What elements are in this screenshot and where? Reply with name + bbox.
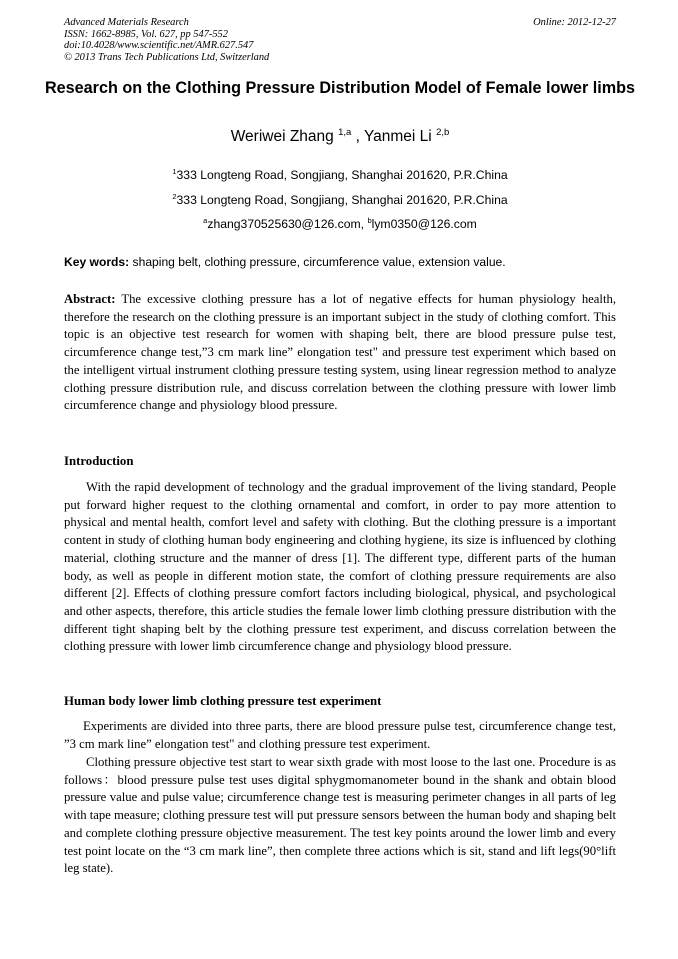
email-b: lym0350@126.com bbox=[371, 217, 477, 231]
author-2-name: Yanmei Li bbox=[363, 128, 432, 145]
issn-line: ISSN: 1662-8985, Vol. 627, pp 547-552 bbox=[64, 28, 228, 40]
affiliation-2 bbox=[40, 190, 640, 207]
email-a: zhang370525630@126.com, bbox=[207, 217, 368, 231]
email-line bbox=[40, 214, 640, 231]
journal-name: Advanced Materials Research bbox=[64, 17, 189, 28]
author-separator: , bbox=[351, 128, 364, 145]
affiliation-1-superscript: 1 bbox=[172, 167, 177, 176]
introduction-paragraph: With the rapid development of technology and the gradual improvement of the living standard, People put forward higher request to the clothing ornamental and comfort, in order to pay more attention to physical and mental health, comfort level and safety with clothing. But the clothing pressure is a important content in study of clothing human body engineering and clothing hygiene, its size is influenced by clothing material, clothing structure and the manner of dress [1]. The different type, different parts of the human body, as well as people in different motion state, the comfort of clothing pressure requirements are also different [2]. Effects of clothing pressure comfort factors including biological, physical, and psychological and other aspects, therefore, this article studies the female lower limb clothing pressure distribution with the different tight shaping belt by the clothing pressure test experiment, and discuss correlation between the clothing pressure with lower limb circumference change and physiology blood pressure. bbox=[64, 480, 616, 654]
experiment-paragraph-1: Experiments are divided into three parts, there are blood pressure pulse test, circumference change test, ”3 cm mark line” elongation test" and clothing pressure test experiment. bbox=[64, 719, 616, 751]
keywords-text: shaping belt, clothing pressure, circumference value, extension value. bbox=[129, 255, 506, 269]
affiliation-2-superscript: 2 bbox=[172, 192, 177, 201]
section-heading-introduction: Introduction bbox=[64, 454, 134, 468]
section-heading-experiment: Human body lower limb clothing pressure test experiment bbox=[64, 694, 382, 708]
online-date: Online: 2012-12-27 bbox=[533, 17, 616, 28]
author-line bbox=[40, 127, 640, 146]
author-1-name: Weriwei Zhang bbox=[230, 128, 334, 145]
journal-header bbox=[64, 17, 616, 63]
abstract-text: The excessive clothing pressure has a lot of negative effects for human physiology health, therefore the research on the clothing pressure is an important subject in the study of clothing comfort. This topic is an objective test research for women with shaping belt, there are blood pressure pulse test, circumference change test,”3 cm mark line” elongation test" and pressure test experiment which based on the intelligent virtual instrument clothing pressure testing system, using linear regression method to analyze clothing pressure distribution rule, and discuss correlation between the clothing pressure with lower limb circumference change and physiology blood pressure. bbox=[64, 292, 616, 413]
email-a-superscript: a bbox=[203, 216, 208, 225]
abstract bbox=[64, 291, 616, 415]
affiliation-1 bbox=[40, 165, 640, 182]
copyright-line: © 2013 Trans Tech Publications Ltd, Switzerland bbox=[64, 51, 270, 63]
author-2-superscript: 2,b bbox=[436, 127, 450, 138]
doi-line: doi:10.4028/www.scientific.net/AMR.627.547 bbox=[64, 40, 254, 52]
paper-title: Research on the Clothing Pressure Distribution Model of Female lower limbs bbox=[44, 79, 636, 97]
keywords bbox=[64, 255, 616, 269]
keywords-label: Key words: bbox=[64, 255, 130, 269]
affiliation-2-text: 333 Longteng Road, Songjiang, Shanghai 201620, P.R.China bbox=[176, 193, 508, 207]
experiment-paragraph-2: Clothing pressure objective test start to wear sixth grade with most loose to the last one. Procedure is as follows：blood pressure pulse test uses digital sphygmomanometer bound in the shank and obtain blood pressure value and pulse value; circumference change test is measuring perimeter changes in all parts of leg with tape measure; clothing pressure test will put pressure sensors between the human body and shaping belt and complete clothing pressure objective measurement. The test key points around the lower limb and every test point locate on the “3 cm mark line”, then complete three actions which is sit, stand and lift legs(90°lift leg state). bbox=[64, 755, 616, 876]
affiliation-1-text: 333 Longteng Road, Songjiang, Shanghai 201620, P.R.China bbox=[176, 168, 508, 182]
author-1-superscript: 1,a bbox=[338, 127, 352, 138]
abstract-label: Abstract: bbox=[64, 292, 116, 306]
email-b-superscript: b bbox=[367, 216, 372, 225]
